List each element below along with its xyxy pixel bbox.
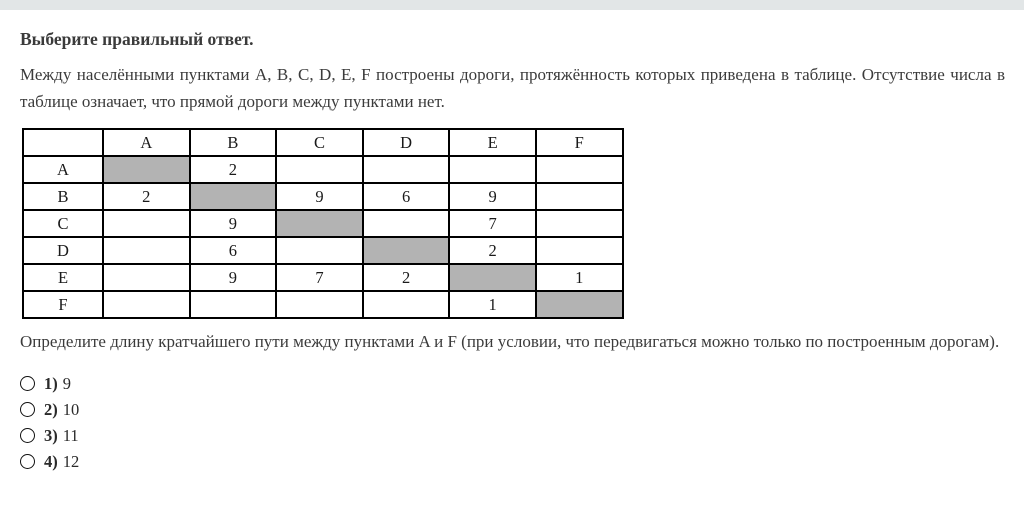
- table-header-row: [23, 129, 623, 156]
- row-label: C: [23, 210, 103, 237]
- distance-cell: [103, 237, 190, 264]
- distance-cell: 6: [190, 237, 277, 264]
- distance-cell: [190, 291, 277, 318]
- answer-option-3[interactable]: [20, 423, 1005, 449]
- table-row: [23, 237, 623, 264]
- question-page: [0, 29, 1024, 475]
- diagonal-cell: [449, 264, 536, 291]
- table-row: [23, 264, 623, 291]
- option-number: 1): [44, 373, 58, 393]
- column-header: F: [536, 129, 623, 156]
- distance-cell: [103, 210, 190, 237]
- column-header: B: [190, 129, 277, 156]
- radio-button-3[interactable]: [20, 428, 35, 443]
- distance-cell: [536, 183, 623, 210]
- diagonal-cell: [276, 210, 363, 237]
- distance-cell: 2: [449, 237, 536, 264]
- option-value: 10: [62, 399, 80, 419]
- table-row: [23, 291, 623, 318]
- distance-cell: [363, 156, 450, 183]
- row-label: E: [23, 264, 103, 291]
- distance-table-header: [23, 129, 623, 156]
- radio-button-2[interactable]: [20, 402, 35, 417]
- option-number: 4): [44, 451, 58, 471]
- distance-cell: [363, 291, 450, 318]
- answer-option-4[interactable]: [20, 449, 1005, 475]
- option-number: 2): [44, 399, 58, 419]
- row-label: D: [23, 237, 103, 264]
- distance-cell: 7: [449, 210, 536, 237]
- radio-button-4[interactable]: [20, 454, 35, 469]
- row-label: A: [23, 156, 103, 183]
- column-header: E: [449, 129, 536, 156]
- diagonal-cell: [190, 183, 277, 210]
- distance-cell: 7: [276, 264, 363, 291]
- distance-cell: [536, 237, 623, 264]
- distance-cell: [103, 291, 190, 318]
- column-header: D: [363, 129, 450, 156]
- distance-table: [22, 128, 624, 319]
- distance-cell: 2: [190, 156, 277, 183]
- column-header: C: [276, 129, 363, 156]
- radio-button-1[interactable]: [20, 376, 35, 391]
- distance-cell: [536, 156, 623, 183]
- column-header: A: [103, 129, 190, 156]
- distance-cell: [276, 237, 363, 264]
- option-number: 3): [44, 425, 58, 445]
- page-title: Выберите правильный ответ.: [20, 29, 254, 49]
- option-value: 9: [62, 373, 71, 393]
- distance-cell: 2: [103, 183, 190, 210]
- diagonal-cell: [103, 156, 190, 183]
- distance-cell: [103, 264, 190, 291]
- question-task-text: Определите длину кратчайшего пути между пунктами A и F (при условии, что передвигаться можно только по построенным дорогам).: [20, 332, 1000, 351]
- top-bar: [0, 0, 1024, 10]
- row-label: F: [23, 291, 103, 318]
- table-row: [23, 156, 623, 183]
- distance-cell: [276, 156, 363, 183]
- distance-cell: 9: [276, 183, 363, 210]
- option-value: 11: [62, 425, 79, 445]
- question-intro-text: Между населёнными пунктами A, B, C, D, E, F построены дороги, протяжённость которых приведена в таблице. Отсутствие числа в таблице означает, что прямой дороги между пунктами нет.: [20, 65, 1005, 111]
- distance-cell: [363, 210, 450, 237]
- table-row: [23, 183, 623, 210]
- diagonal-cell: [363, 237, 450, 264]
- diagonal-cell: [536, 291, 623, 318]
- table-row: [23, 210, 623, 237]
- answer-options: [20, 371, 1005, 475]
- distance-cell: 9: [449, 183, 536, 210]
- distance-table-body: [23, 156, 623, 318]
- distance-cell: 9: [190, 264, 277, 291]
- distance-cell: 9: [190, 210, 277, 237]
- distance-cell: [536, 210, 623, 237]
- column-header: [23, 129, 103, 156]
- distance-cell: 2: [363, 264, 450, 291]
- distance-cell: 1: [536, 264, 623, 291]
- answer-option-2[interactable]: [20, 397, 1005, 423]
- distance-cell: [449, 156, 536, 183]
- row-label: B: [23, 183, 103, 210]
- distance-cell: 1: [449, 291, 536, 318]
- answer-option-1[interactable]: [20, 371, 1005, 397]
- distance-cell: [276, 291, 363, 318]
- option-value: 12: [62, 451, 80, 471]
- distance-cell: 6: [363, 183, 450, 210]
